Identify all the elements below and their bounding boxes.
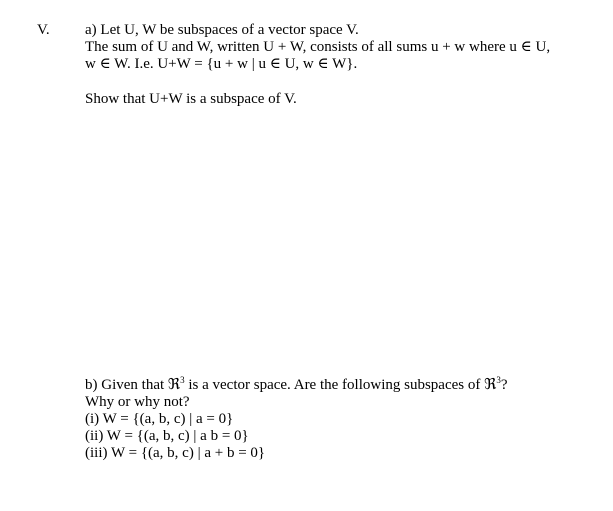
exponent-2: 3 [496, 375, 501, 385]
part-b-line-2: Why or why not? [85, 394, 190, 410]
part-b-item-i: (i) W = {(a, b, c) | a = 0} [85, 411, 234, 427]
part-a-task: Show that U+W is a subspace of V. [85, 91, 297, 107]
problem-number: V. [37, 22, 50, 38]
part-a [85, 22, 605, 108]
paragraph-gap [85, 73, 605, 91]
part-b-item-ii: (ii) W = {(a, b, c) | a b = 0} [85, 428, 249, 444]
part-a-line-2: The sum of U and W, written U + W, consists of all sums u + w where u ∈ U, [85, 39, 551, 55]
exponent-1: 3 [180, 375, 185, 385]
part-b [85, 377, 605, 462]
part-a-line-3: w ∈ W. I.e. U+W = {u + w | u ∈ U, w ∈ W}. [85, 56, 358, 72]
part-b-intro-1: b) Given that ℜ [85, 377, 181, 393]
part-b-item-iii: (iii) W = {(a, b, c) | a + b = 0} [85, 445, 266, 461]
part-b-line-1 [85, 377, 605, 394]
part-b-intro-2: is a vector space. Are the following subspaces of ℜ [184, 377, 497, 393]
part-b-intro-3: ? [500, 377, 508, 393]
part-a-line-1: a) Let U, W be subspaces of a vector space V. [85, 22, 359, 38]
